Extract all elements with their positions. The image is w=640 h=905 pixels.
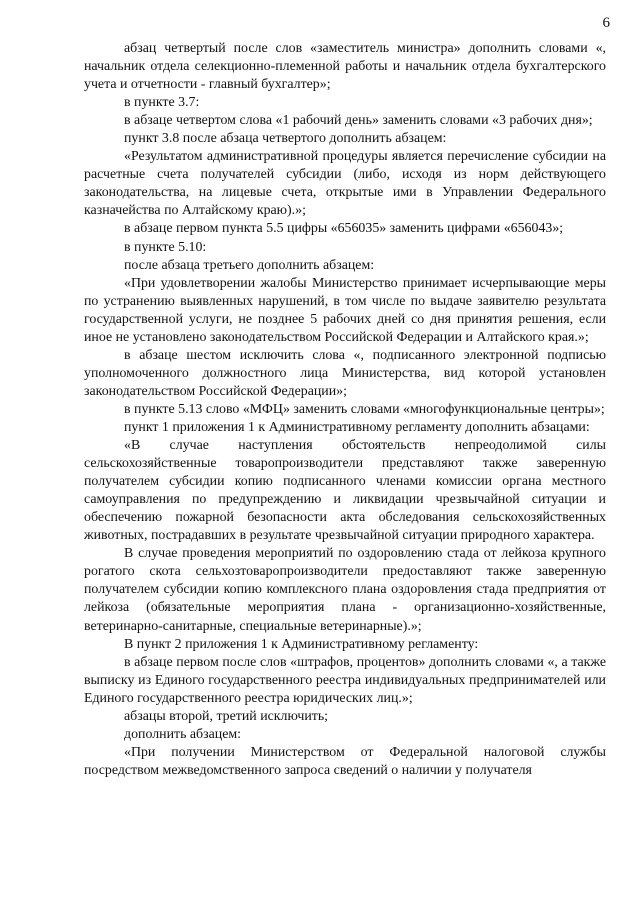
paragraph: дополнить абзацем: (124, 726, 242, 742)
paragraph: «Результатом административной процедуры является перечисление субсидии на расчетные счета получателей субсидии (либо, исходя из норм действующего законодательства, на лицевые счета, открытые ими в Управлении Федерального казначейства по Алтайскому краю).»; (84, 149, 606, 219)
paragraph: в пункте 5.13 слово «МФЦ» заменить словами «многофункциональные центры»; (124, 401, 605, 417)
paragraph: «В случае наступления обстоятельств непреодолимой силы сельскохозяйственные товаропроизводители представляют также заверенную получателем субсидии копию подписанного членами комиссии органа местного самоуправления по предупреждению и ликвидации чрезвычайной ситуации и обеспечению пожарной безопасности акта обследования сельскохозяйственных животных, пострадавших в результате чрезвычайной ситуации природного характера. (84, 438, 606, 544)
paragraph: «При удовлетворении жалобы Министерство принимает исчерпывающие меры по устранению выявленных нарушений, в том числе по выдаче заявителю результата государственной услуги, не позднее 5 рабочих дней со дня принятия решения, если иное не установлено законодательством Российской Федерации и Алтайского края.»; (84, 275, 606, 345)
paragraph: в пункте 3.7: (124, 95, 200, 111)
paragraph: пункт 3.8 после абзаца четвертого дополнить абзацем: (124, 131, 447, 147)
paragraph: в абзаце шестом исключить слова «, подписанного электронной подписью уполномоченного должностного лица Министерства, вид которой установлен законодательством Российской Федерации»; (84, 347, 606, 399)
paragraph: в пункте 5.10: (124, 239, 207, 255)
paragraph: пункт 1 приложения 1 к Административному регламенту дополнить абзацами: (124, 419, 590, 435)
paragraph: абзац четвертый после слов «заместитель министра» дополнить словами «, начальник отдела селекционно-племенной работы и начальник отдела бухгалтерского учета и отчетности - главный бухгалтер»; (84, 41, 606, 93)
paragraph: В пункт 2 приложения 1 к Административному регламенту: (124, 636, 479, 652)
paragraph: в абзаце четвертом слова «1 рабочий день» заменить словами «3 рабочих дня»; (124, 113, 593, 129)
paragraph: «При получении Министерством от Федеральной налоговой службы посредством межведомственного запроса сведений о наличии у получателя (84, 744, 606, 778)
paragraph: абзацы второй, третий исключить; (124, 708, 329, 724)
paragraph: В случае проведения мероприятий по оздоровлению стада от лейкоза крупного рогатого скота сельхозтоваропроизводители предоставляют также заверенную получателем субсидии копию комплексного плана оздоровления стада предприятия от лейкоза (обязательные мероприятия плана - организационно-хозяйственные, ветеринарно-санитарные, специальные ветеринарные).»; (84, 546, 606, 634)
paragraph: после абзаца третьего дополнить абзацем: (124, 257, 375, 273)
document-body (84, 40, 606, 780)
paragraph: в абзаце первом после слов «штрафов, процентов» дополнить словами «, а также выписку из Единого государственного реестра индивидуальных предпринимателей или Единого государственного реестра юридических лиц.»; (84, 654, 606, 706)
page-number: 6 (602, 15, 610, 31)
paragraph: в абзаце первом пункта 5.5 цифры «656035» заменить цифрами «656043»; (124, 221, 564, 237)
